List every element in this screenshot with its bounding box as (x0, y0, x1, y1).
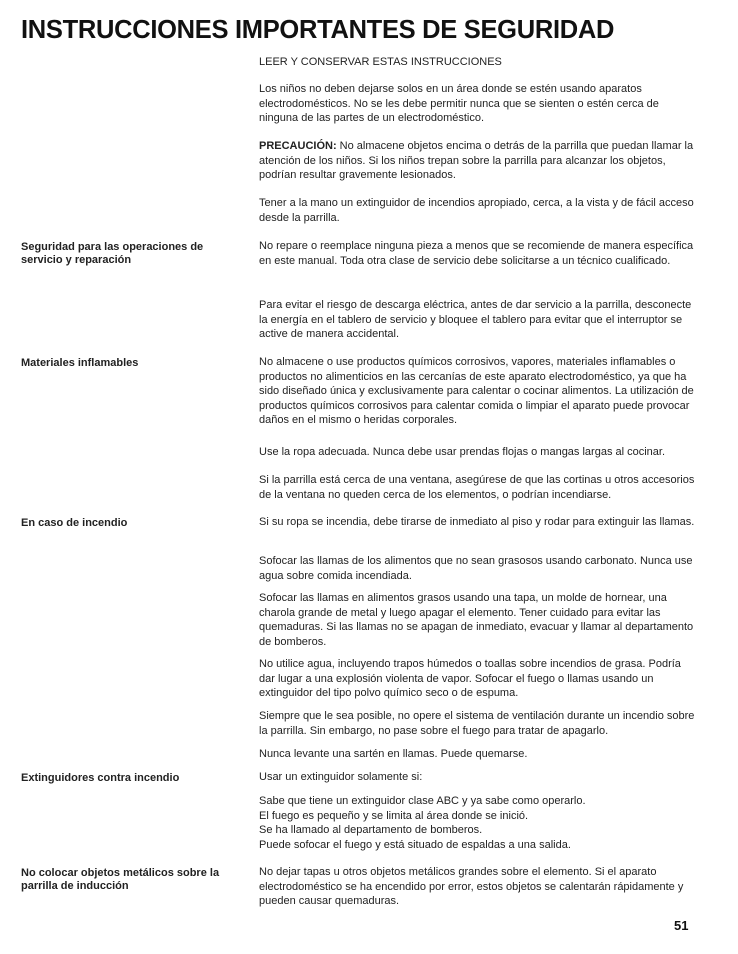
caution-paragraph (259, 139, 699, 183)
flammable-paragraph-1: No almacene o use productos químicos corrosivos, vapores, materiales inflamables o productos no alimenticios en las cercanías de este aparato electrodoméstico, ya que ha sido diseñado única y exclusivamente para calentar o cocinar alimentos. La utilización de productos químicos corrosivos para calentar comida o limpiar el aparato puede provocar daños en el mismo o heridas corporales. (259, 356, 694, 426)
page-number: 51 (674, 918, 689, 933)
page-title: INSTRUCCIONES IMPORTANTES DE SEGURIDAD (21, 16, 615, 44)
service-paragraph-1: No repare o reemplace ninguna pieza a menos que se recomiende de manera específica en este manual. Toda otra clase de servicio debe solicitarse a un técnico cualificado. (259, 240, 694, 267)
extinguisher-nearby-paragraph: Tener a la mano un extinguidor de incendios apropiado, cerca, a la vista y de fácil acceso desde la parrilla. (259, 197, 694, 224)
extinguisher-condition-3: Se ha llamado al departamento de bomberos. (259, 824, 483, 836)
fire-paragraph-2: Sofocar las llamas de los alimentos que no sean grasosos usando carbonato. Nunca use agua sobre comida incendiada. (259, 555, 693, 582)
caution-text: No almacene objetos encima o detrás de la parrilla que puedan llamar la atención de los niños. Si los niños trepan sobre la parrilla para alcanzar los objetos, podrían resultar gravemente lesionados. (259, 140, 694, 181)
flammable-paragraph-2: Use la ropa adecuada. Nunca debe usar prendas flojas o mangas largas al cocinar. (259, 446, 666, 458)
extinguisher-condition-2: El fuego es pequeño y se limita al área donde se inició. (259, 809, 529, 822)
read-keep-instructions: LEER Y CONSERVAR ESTAS INSTRUCCIONES (259, 56, 502, 68)
flammable-paragraph-3: Si la parrilla está cerca de una ventana, asegúrese de que las cortinas u otros accesorios de la ventana no queden cerca de los elementos, o podrían incendiarse. (259, 474, 695, 501)
section-heading-fire: En caso de incendio (21, 517, 128, 529)
extinguisher-condition-4: Puede sofocar el fuego y está situado de espaldas a una salida. (259, 838, 571, 851)
section-heading-metal: No colocar objetos metálicos sobre la parrilla de inducción (21, 867, 220, 892)
fire-paragraph-6: Nunca levante una sartén en llamas. Puede quemarse. (259, 748, 528, 760)
section-heading-extinguisher: Extinguidores contra incendio (21, 772, 180, 784)
section-heading-flammable: Materiales inflamables (21, 357, 139, 369)
children-paragraph: Los niños no deben dejarse solos en un área donde se estén usando aparatos electrodomésticos. No se les debe permitir nunca que se sienten o estén cerca de ninguna de las partes de un electrodoméstico. (259, 83, 659, 124)
extinguisher-condition-1: Sabe que tiene un extinguidor clase ABC y ya sabe como operarlo. (259, 795, 586, 807)
service-paragraph-2: Para evitar el riesgo de descarga eléctrica, antes de dar servicio a la parrilla, desconecte la energía en el tablero de servicio y bloquee el tablero para evitar que el interruptor se active de manera accidental. (259, 299, 692, 340)
fire-paragraph-4: No utilice agua, incluyendo trapos húmedos o toallas sobre incendios de grasa. Podría dar lugar a una explosión violenta de vapor. Sofocar el fuego o llamas usando un extinguidor del tipo polvo químico seco o de espuma. (259, 658, 681, 699)
caution-label: PRECAUCIÓN: (259, 140, 337, 152)
fire-paragraph-3: Sofocar las llamas en alimentos grasos usando una tapa, un molde de hornear, una charola grande de metal y luego apagar el elemento. Tener cuidado para evitar las quemaduras. Si las llamas no se apagan de inmediato, evacuar y llamar al departamento de bomberos. (259, 592, 694, 648)
fire-paragraph-5: Siempre que le sea posible, no opere el sistema de ventilación durante un incendio sobre la parrilla. Sin embargo, no pase sobre el fuego para tratar de apagarlo. (259, 710, 695, 737)
extinguisher-paragraph-1: Usar un extinguidor solamente si: (259, 771, 423, 783)
fire-paragraph-1: Si su ropa se incendia, debe tirarse de inmediato al piso y rodar para extinguir las llamas. (259, 516, 695, 528)
metal-paragraph-1: No dejar tapas u otros objetos metálicos grandes sobre el elemento. Si el aparato electrodoméstico se ha encendido por error, estos objetos se calentarán rápidamente y pueden causar quemaduras. (259, 866, 684, 907)
section-heading-service: Seguridad para las operaciones de servicio y reparación (21, 241, 204, 266)
